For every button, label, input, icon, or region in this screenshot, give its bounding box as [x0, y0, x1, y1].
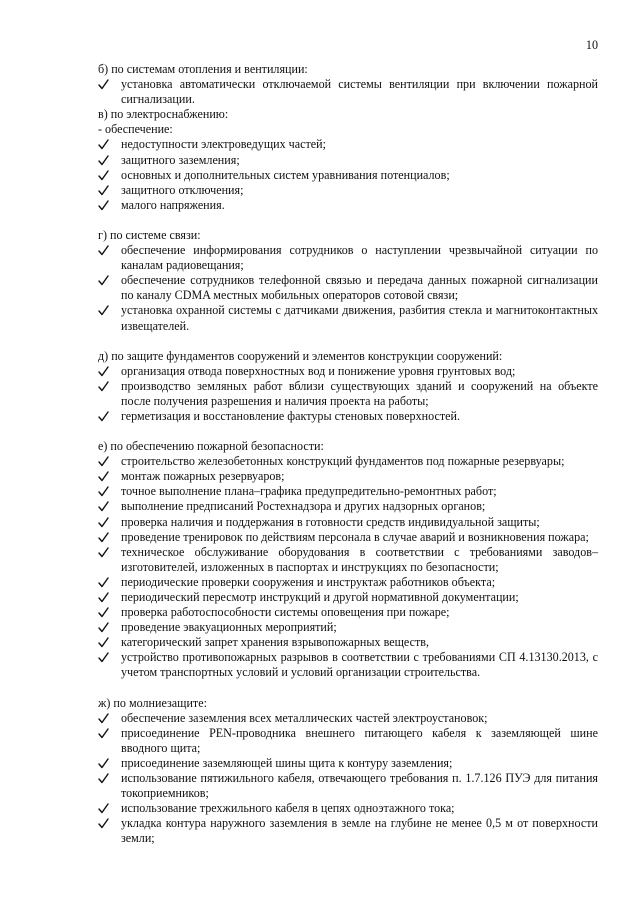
checkmark-icon	[98, 484, 112, 497]
checkmark-icon	[98, 168, 112, 181]
checkmark-icon	[98, 469, 112, 482]
list-item-text: защитного отключения;	[121, 182, 244, 197]
list-item-text: проверка работоспособности системы оповещения при пожаре;	[121, 605, 450, 620]
checkmark-icon	[98, 650, 112, 663]
checkmark-icon	[98, 77, 112, 90]
section	[98, 107, 598, 213]
checklist	[98, 454, 598, 680]
list-item	[98, 273, 598, 303]
checkmark-icon	[98, 273, 112, 286]
checklist	[98, 137, 598, 212]
checkmark-icon	[98, 243, 112, 256]
list-item-text: обеспечение заземления всех металлических частей электроустановок;	[121, 710, 488, 725]
checkmark-icon	[98, 711, 112, 724]
section-heading: ж) по молниезащите:	[98, 695, 207, 710]
list-item-text: недоступности электроведущих частей;	[121, 137, 326, 152]
checkmark-icon	[98, 530, 112, 543]
checkmark-icon	[98, 771, 112, 784]
list-item-text: обеспечение сотрудников телефонной связью и передача данных пожарной сигнализации по каналу CDMA местных мобильных операторов сотовой связи;	[121, 273, 598, 303]
checkmark-icon	[98, 379, 112, 392]
list-item	[98, 635, 598, 650]
checklist	[98, 711, 598, 847]
list-item-text: защитного заземления;	[121, 152, 240, 167]
checkmark-icon	[98, 183, 112, 196]
list-item-text: точное выполнение плана–графика предупредительно-ремонтных работ;	[121, 484, 497, 499]
list-item	[98, 198, 598, 213]
list-item-text: малого напряжения.	[121, 197, 225, 212]
list-item	[98, 530, 598, 545]
page-number: 10	[585, 38, 598, 52]
section	[98, 228, 598, 334]
list-item-text: присоединение PEN-проводника внешнего питающего кабеля к заземляющей шине вводного щита;	[121, 725, 598, 755]
list-item	[98, 590, 598, 605]
section-spacer	[98, 334, 598, 349]
section-heading: в) по электроснабжению:	[98, 107, 229, 122]
checklist	[98, 243, 598, 334]
checkmark-icon	[98, 409, 112, 422]
list-item	[98, 801, 598, 816]
list-item-text: использование пятижильного кабеля, отвечающего требования п. 1.7.126 ПУЭ для питания токоприемников;	[121, 771, 598, 801]
list-item-text: установка автоматически отключаемой системы вентиляции при включении пожарной сигнализации.	[121, 77, 598, 107]
list-item	[98, 379, 598, 409]
checkmark-icon	[98, 756, 112, 769]
list-item	[98, 515, 598, 530]
checkmark-icon	[98, 801, 112, 814]
section-spacer	[98, 681, 598, 696]
list-item	[98, 469, 598, 484]
list-item	[98, 243, 598, 273]
list-item-text: выполнение предписаний Ростехнадзора и других надзорных органов;	[121, 499, 486, 514]
list-item-text: проверка наличия и поддержания в готовности средств индивидуальной защиты;	[121, 514, 540, 529]
list-item-text: категорический запрет хранения взрывопожарных веществ,	[121, 635, 429, 650]
checklist	[98, 77, 598, 107]
list-item	[98, 756, 598, 771]
checkmark-icon	[98, 153, 112, 166]
list-item	[98, 409, 598, 424]
checkmark-icon	[98, 620, 112, 633]
list-item	[98, 153, 598, 168]
list-item-text: устройство противопожарных разрывов в соответствии с требованиями СП 4.13130.2013, с учетом транспортных условий и условий организации строительства.	[121, 650, 598, 680]
list-item	[98, 484, 598, 499]
list-item	[98, 650, 598, 680]
document-body	[98, 62, 598, 847]
list-item-text: основных и дополнительных систем уравнивания потенциалов;	[121, 167, 450, 182]
list-item-text: герметизация и восстановление фактуры стеновых поверхностей.	[121, 408, 460, 423]
section-heading: г) по системе связи:	[98, 227, 201, 242]
section-spacer	[98, 213, 598, 228]
checkmark-icon	[98, 137, 112, 150]
checkmark-icon	[98, 545, 112, 558]
list-item-text: техническое обслуживание оборудования в соответствии с требованиями заводов–изготовителей, изложенных в паспортах и инструкциях по безопасности;	[121, 544, 598, 574]
list-item	[98, 545, 598, 575]
checkmark-icon	[98, 515, 112, 528]
list-item-text: присоединение заземляющей шины щита к контуру заземления;	[121, 755, 453, 770]
list-item	[98, 771, 598, 801]
list-item	[98, 303, 598, 333]
checkmark-icon	[98, 590, 112, 603]
list-item	[98, 183, 598, 198]
list-item-text: периодические проверки сооружения и инструктаж работников объекта;	[121, 574, 496, 589]
list-item	[98, 364, 598, 379]
section	[98, 696, 598, 847]
list-item-text: установка охранной системы с датчиками движения, разбития стекла и магнитоконтактных извещателей.	[121, 303, 598, 333]
section-heading: б) по системам отопления и вентиляции:	[98, 62, 308, 76]
list-item	[98, 575, 598, 590]
checkmark-icon	[98, 499, 112, 512]
list-item	[98, 816, 598, 846]
list-item	[98, 168, 598, 183]
checkmark-icon	[98, 303, 112, 316]
list-item	[98, 726, 598, 756]
list-item	[98, 605, 598, 620]
list-item-text: периодический пересмотр инструкций и другой нормативной документации;	[121, 590, 519, 604]
section	[98, 349, 598, 424]
checkmark-icon	[98, 605, 112, 618]
list-item-text: строительство железобетонных конструкций фундаментов под пожарные резервуары;	[121, 454, 565, 469]
list-item-text: производство земляных работ вблизи существующих зданий и сооружений на объекте после получения разрешения и наличия проекта на работы;	[121, 378, 598, 408]
checkmark-icon	[98, 726, 112, 739]
checkmark-icon	[98, 198, 112, 211]
list-item-text: использование трехжильного кабеля в цепях одноэтажного тока;	[121, 801, 455, 816]
list-item-text: укладка контура наружного заземления в земле на глубине не менее 0,5 м от поверхности земли;	[121, 816, 598, 846]
checklist	[98, 364, 598, 424]
list-item	[98, 711, 598, 726]
section	[98, 439, 598, 681]
section	[98, 62, 598, 107]
list-item	[98, 620, 598, 635]
list-item-text: обеспечение информирования сотрудников о наступлении чрезвычайной ситуации по каналам радиовещания;	[121, 243, 598, 273]
section-heading: е) по обеспечению пожарной безопасности:	[98, 439, 324, 454]
list-item-text: организация отвода поверхностных вод и понижение уровня грунтовых вод;	[121, 363, 516, 378]
checkmark-icon	[98, 635, 112, 648]
section-spacer	[98, 424, 598, 439]
list-item	[98, 499, 598, 514]
list-item-text: проведение тренировок по действиям персонала в случае аварий и возникновения пожара;	[121, 529, 589, 544]
list-item	[98, 454, 598, 469]
section-heading: д) по защите фундаментов сооружений и элементов конструкции сооружений:	[98, 348, 503, 363]
checkmark-icon	[98, 364, 112, 377]
list-item-text: монтаж пожарных резервуаров;	[121, 469, 285, 484]
checkmark-icon	[98, 816, 112, 829]
checkmark-icon	[98, 454, 112, 467]
list-item-text: проведение эвакуационных мероприятий;	[121, 620, 337, 635]
section-subheading: - обеспечение:	[98, 122, 173, 137]
list-item	[98, 137, 598, 152]
list-item	[98, 77, 598, 107]
checkmark-icon	[98, 575, 112, 588]
